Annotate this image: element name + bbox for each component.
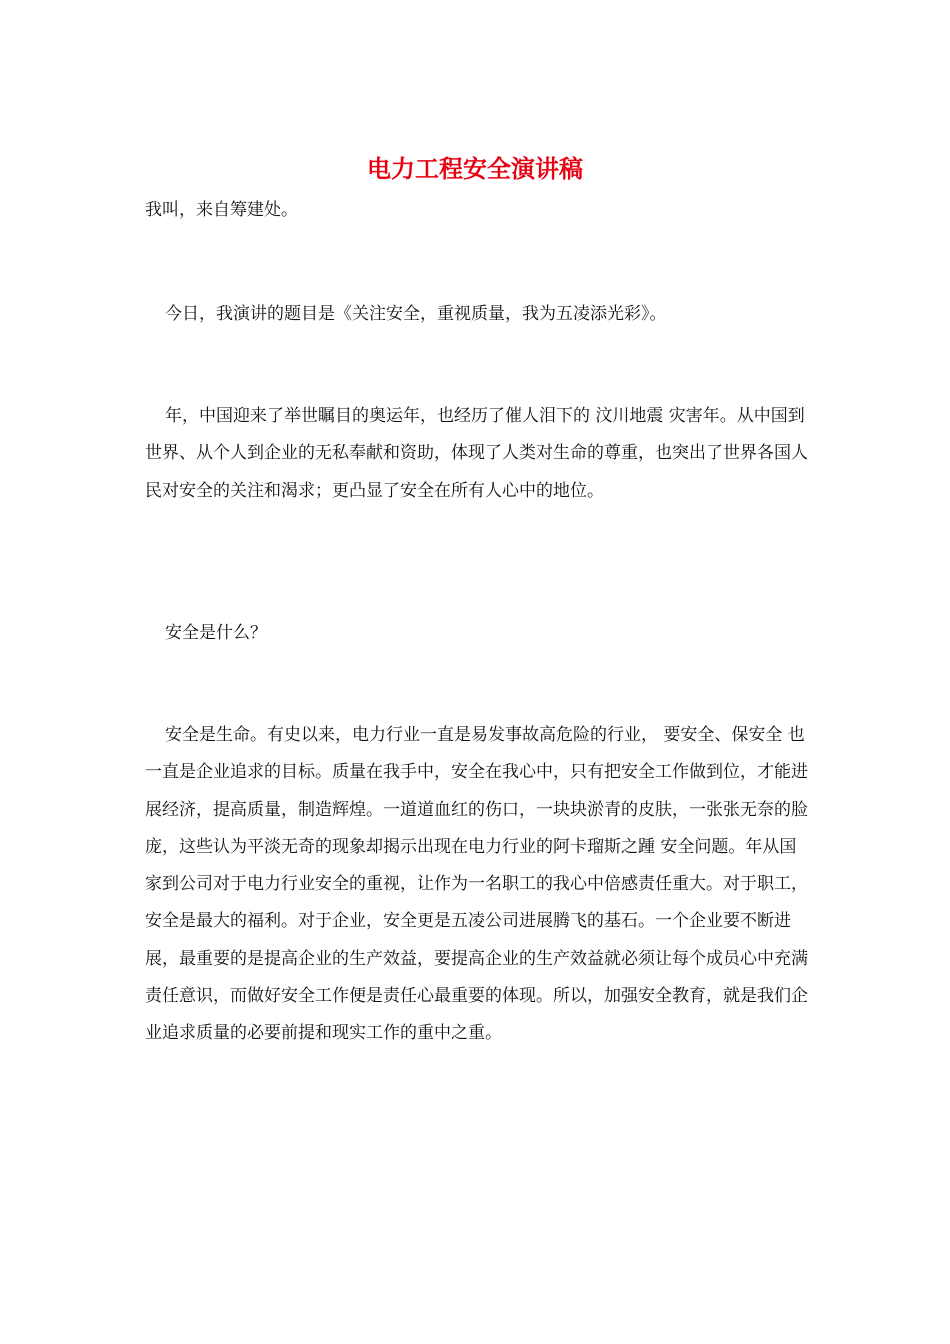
paragraph-question: 安全是什么？ — [165, 623, 267, 643]
paragraph-safety-is-life: 安全是生命。有史以来，电力行业一直是易发事故高危险的行业， 要安全、保安全 也一直是企业追求的目标。质量在我手中，安全在我心中，只有把安全工作做到位，才能进展经济，提高质量，制造辉煌。一道道血红的伤口，一块块淤青的皮肤，一张张无奈的脸庞，这些认为平淡无奇的现象却揭示出现在电力行业的阿卡瑠斯之踵 安全问题。年从国家到公司对于电力行业安全的重视，让作为一名职工的我心中倍感责任重大。对于职工，安全是最大的福利。对于企业，安全更是五凌公司进展腾飞的基石。一个企业要不断进展，最重要的是提高企业的生产效益，要提高企业的生产效益就必须让每个成员心中充满责任意识，而做好安全工作便是责任心最重要的体现。所以，加强安全教育，就是我们企业追求质量的必要前提和现实工作的重中之重。 — [145, 725, 808, 1044]
paragraph-olympic-year: 年，中国迎来了举世瞩目的奥运年，也经历了催人泪下的 汶川地震 灾害年。从中国到世界、从个人到企业的无私奉献和资助，体现了人类对生命的尊重，也突出了世界各国人民对安全的关注和渴求；更凸显了安全在所有人心中的地位。 — [145, 406, 808, 501]
document-title: 电力工程安全演讲稿 — [367, 154, 583, 183]
paragraph-intro: 我叫，来自筹建处。 — [145, 200, 298, 220]
paragraph-topic: 今日，我演讲的题目是《关注安全，重视质量，我为五凌添光彩》。 — [165, 304, 667, 324]
